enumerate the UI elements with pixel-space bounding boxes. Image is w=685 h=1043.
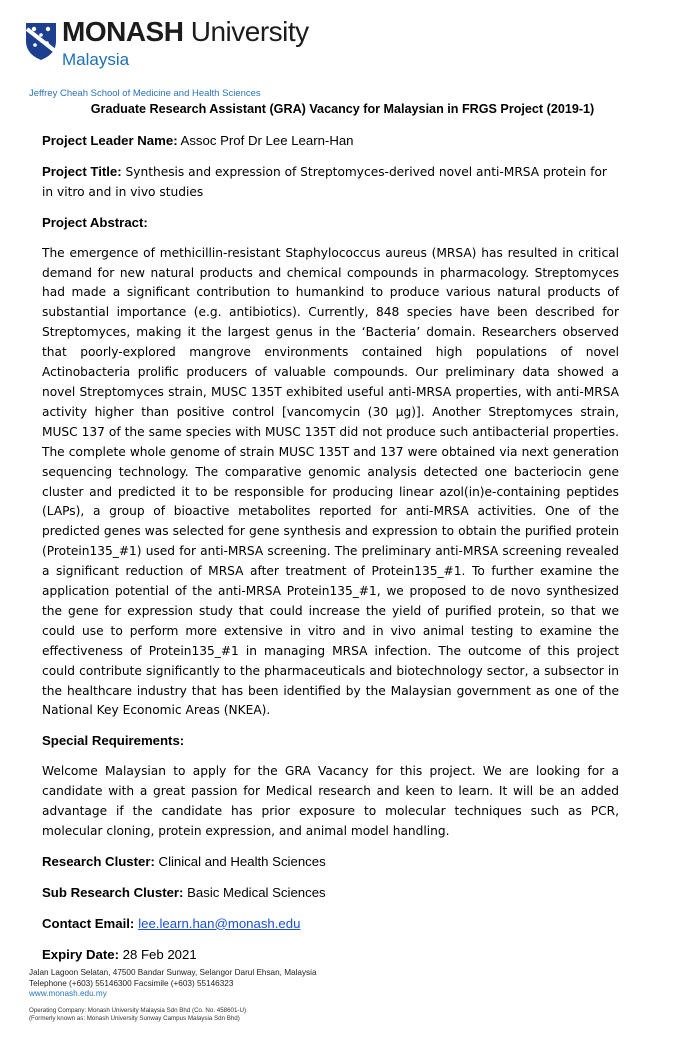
project-leader-value: Assoc Prof Dr Lee Learn-Han — [177, 133, 354, 148]
research-cluster-line — [42, 852, 619, 873]
special-requirements-text: Welcome Malaysian to apply for the GRA Vacancy for this project. We are looking for a candidate with a great passion for Medical research and keen to learn. It will be an added advantage if the candidate has prior exposure to molecular techniques such as PCR, molecular cloning, protein expression, and animal model handling. — [42, 764, 619, 838]
brand-wordmark — [62, 18, 309, 46]
sub-research-cluster-line — [42, 883, 619, 904]
project-title-line — [42, 162, 619, 203]
footer-formerly: (Formerly known as: Monash University Sunway Campus Malaysia Sdn Bhd) — [29, 1015, 240, 1022]
sub-research-cluster-value: Basic Medical Sciences — [183, 884, 326, 900]
footer-website-link[interactable]: www.monash.edu.my — [29, 989, 107, 998]
brand-university: University — [183, 16, 309, 47]
footer-address: Jalan Lagoon Selatan, 47500 Bandar Sunway, Selangor Darul Ehsan, Malaysia — [29, 968, 317, 977]
monash-crest-icon — [24, 21, 58, 61]
footer-legal — [29, 1007, 246, 1023]
contact-email-label: Contact Email: — [42, 915, 135, 931]
abstract-heading — [42, 213, 619, 234]
document-body — [42, 131, 619, 976]
footer-contact — [29, 968, 317, 1000]
project-title-label: Project Title: — [42, 163, 122, 179]
brand-malaysia: Malaysia — [62, 50, 130, 69]
contact-email-line — [42, 914, 619, 935]
contact-email-link[interactable]: lee.learn.han@monash.edu — [138, 915, 301, 931]
footer-operating-company: Operating Company: Monash University Malaysia Sdn Bhd (Co. No. 458601-U) — [29, 1007, 247, 1014]
research-cluster-value: Clinical and Health Sciences — [154, 853, 326, 869]
sub-research-cluster-label: Sub Research Cluster: — [42, 884, 184, 900]
research-cluster-label: Research Cluster: — [42, 853, 155, 869]
project-leader-line — [42, 131, 619, 152]
expiry-date-line — [42, 945, 619, 966]
special-requirements-label: Special Requirements: — [42, 733, 185, 749]
abstract-text: The emergence of methicillin-resistant Staphylococcus aureus (MRSA) has resulted in critical demand for new natural products and chemical compounds in pharmacology. Streptomyces had made a significant contribution to humankind to produce various natural products of substantial importance (e.g. antibiotics). Currently, 848 species have been described for Streptomyces, making it the largest genus in the ‘Bacteria’ domain. Researchers observed that poorly-explored mangrove environments contained high populations of novel Actinobacteria prolific producers of valuable compounds. Our preliminary data showed a novel Streptomyces strain, MUSC 135T exhibited useful anti-MRSA properties, with anti-MRSA activity higher than positive control [vancomycin (30 µg)]. Another Streptomyces strain, MUSC 137 of the same species with MUSC 135T did not produce such antibacterial properties. The complete whole genome of strain MUSC 135T and 137 were obtained via next generation sequencing technology. The comparative genomic analysis detected one bacteriocin gene cluster and predicted it to be responsible for producing linear azol(in)e-containing peptides (LAPs), a group of bioactive metabolites reported for anti-MRSA activities. One of the predicted genes was selected for gene synthesis and expression to obtain the purified protein (Protein135_#1) used for anti-MRSA screening. The preliminary anti-MRSA screening revealed a significant reduction of MRSA after treatment of Protein135_#1. To further examine the application potential of the anti-MRSA Protein135_#1, we proposed to de novo synthesized the gene for expression study that could increase the yield of purified protein, so that we could use to perform more extensive in vitro and in vivo animal testing to examine the effectiveness of Protein135_#1 in managing MRSA infection. The outcome of this project could contribute significantly to the pharmaceuticals and biotechnology sector, a subsector in the healthcare industry that has been identified by the Malaysian government as one of the National Key Economic Areas (NKEA). — [42, 245, 619, 718]
school-name: Jeffrey Cheah School of Medicine and Health Sciences — [29, 88, 261, 99]
special-heading — [42, 731, 619, 752]
footer-phone: Telephone (+603) 55146300 Facsimile (+603) 55146323 — [29, 978, 234, 988]
project-title-value: Synthesis and expression of Streptomyces-derived novel anti-MRSA protein for in vitro and in vivo studies — [42, 164, 607, 199]
document-title: Graduate Research Assistant (GRA) Vacancy for Malaysian in FRGS Project (2019-1) — [90, 102, 595, 116]
abstract-label: Project Abstract: — [42, 214, 148, 230]
expiry-date-label: Expiry Date: — [42, 946, 119, 962]
brand-monash: MONASH — [62, 16, 184, 47]
expiry-date-value: 28 Feb 2021 — [118, 946, 197, 962]
project-leader-label: Project Leader Name: — [42, 133, 178, 148]
